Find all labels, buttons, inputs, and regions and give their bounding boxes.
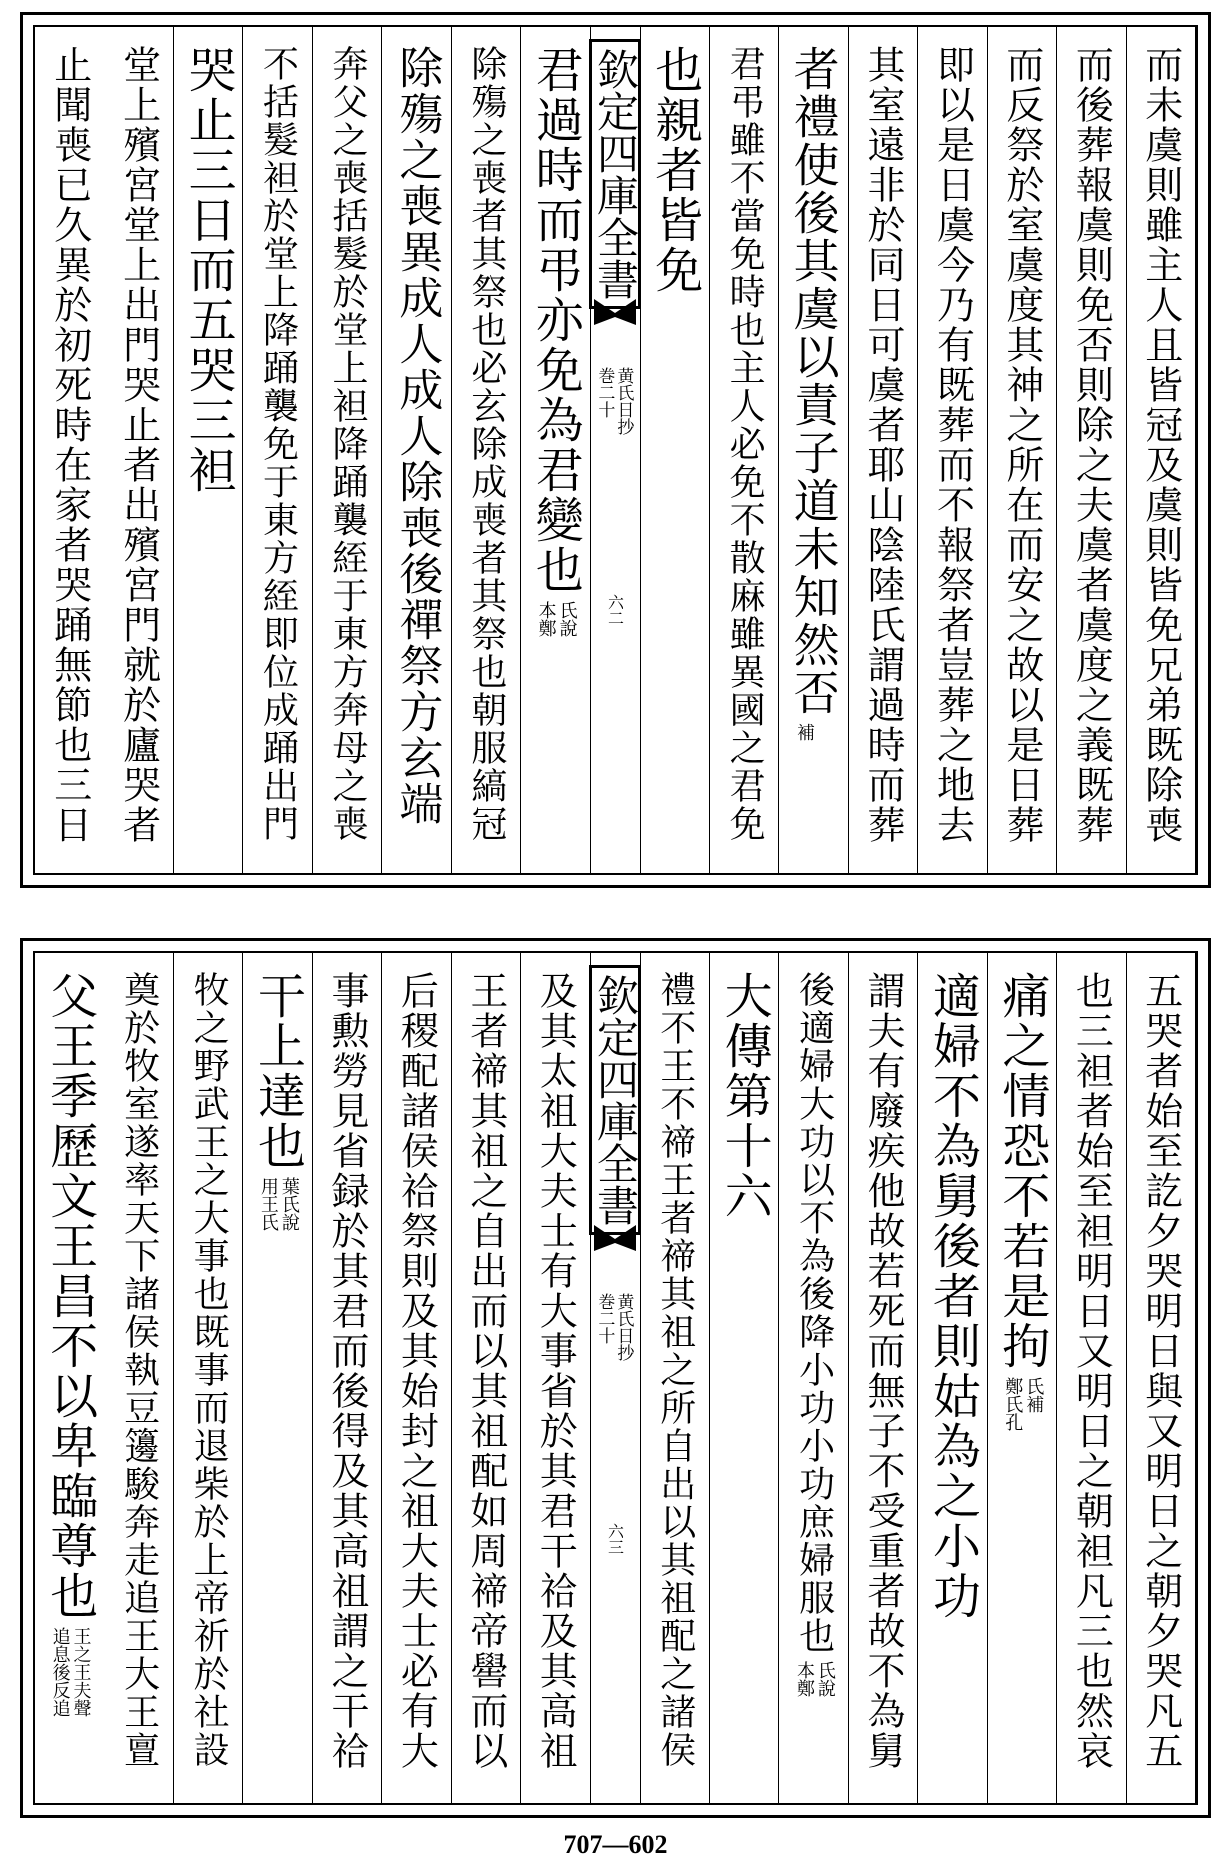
text-column: [382, 27, 451, 873]
text-column: [710, 953, 779, 1803]
note-line: 本鄭: [793, 1661, 815, 1697]
column-text: 痛之情恐不若是拘: [993, 971, 1050, 1371]
column-text: 適婦不為舅後者則姑為之小功: [924, 971, 981, 1621]
text-column: [521, 953, 590, 1803]
text-column: [174, 27, 243, 873]
note-line: 氏說: [814, 1661, 836, 1697]
text-column: [918, 953, 987, 1803]
bottom-page-frame: [33, 951, 1198, 1805]
text-column: [313, 953, 382, 1803]
column-text: 除殤之喪者其祭也必玄除成喪者其祭也朝服縞冠: [465, 45, 507, 843]
fishtail-mark-icon: [592, 1223, 638, 1253]
column-text: 干上達也: [249, 971, 306, 1171]
text-column: [641, 27, 710, 873]
text-column: [1057, 27, 1126, 873]
text-column: [104, 27, 173, 873]
column-text: 而後葬報虞則免否則除之夫虞者虞度之義既葬: [1069, 45, 1114, 845]
text-column: [779, 953, 848, 1803]
text-column: [313, 27, 382, 873]
book-title: 欽定四庫全書: [589, 965, 641, 1235]
top-page-frame: [33, 25, 1198, 875]
text-column: [35, 27, 104, 873]
note-line: 氏補: [1023, 1377, 1045, 1413]
column-text: 君過時而弔亦免為君變也: [527, 45, 584, 595]
column-text: 及其太祖大夫士有大事省於其君干祫及其高祖: [533, 971, 578, 1771]
note-line: 王之王夫聲: [70, 1627, 92, 1717]
page-code: 707—602: [563, 1830, 668, 1859]
source-label: 黄氏日抄: [613, 1293, 634, 1361]
bottom-page-panel: [20, 938, 1211, 1818]
column-text: 奠於牧室遂率天下諸侯執豆籩駿奔走追王大王亶: [118, 971, 160, 1769]
column-text: 五哭者始至訖夕哭明日與又明日之朝夕哭凡五: [1138, 971, 1183, 1771]
text-column: [382, 953, 451, 1803]
volume-label: 巻二十: [594, 367, 615, 418]
column-text: 不括髮袒於堂上降踊襲免于東方絰即位成踊出門: [257, 45, 299, 843]
note-line: 葉氏說: [278, 1177, 300, 1231]
volume-label: 巻二十: [594, 1293, 615, 1344]
column-text: 止聞喪已久異於初死時在家者哭踊無節也三日: [47, 45, 92, 845]
column-text: 哭止三日而五哭三袒: [180, 45, 237, 495]
text-column: [849, 953, 918, 1803]
fishtail-mark-icon: [592, 297, 638, 327]
commentary-note: [794, 723, 813, 741]
column-text: 也親者皆免: [646, 45, 703, 295]
text-column: [849, 27, 918, 873]
center-gutter: [591, 27, 641, 873]
text-column: [1057, 953, 1126, 1803]
column-text: 父王季歷文王昌不以卑臨尊也: [41, 971, 98, 1621]
folio-number: 六三: [605, 1522, 625, 1555]
text-column: [988, 953, 1057, 1803]
column-text: 謂夫有廢疾他故若死而無子不受重者故不為舅: [861, 971, 906, 1771]
column-text: 牧之野武王之大事也既事而退柴於上帝祈於社設: [188, 971, 230, 1769]
commentary-note: [536, 601, 576, 637]
column-text: 也三袒者始至袒明日又明日之朝袒凡三也然哀: [1069, 971, 1114, 1771]
note-line: 氏說: [556, 601, 578, 637]
column-text: 堂上殯宮堂上出門哭止者出殯宮門就於廬哭者: [116, 45, 161, 845]
text-column: [35, 953, 104, 1803]
text-column: [1127, 953, 1196, 1803]
text-column: [710, 27, 779, 873]
top-page-panel: [20, 12, 1211, 888]
note-line: 鄭氏孔: [1002, 1377, 1024, 1431]
text-column: [779, 27, 848, 873]
commentary-note: [258, 1177, 298, 1231]
text-column: [452, 27, 521, 873]
commentary-note: [50, 1627, 90, 1717]
text-column: [243, 953, 312, 1803]
note-line: 本鄭: [535, 601, 557, 637]
note-line: 追息後反追: [49, 1627, 71, 1717]
column-text: 而反祭於室虞度其神之所在而安之故以是日葬: [999, 45, 1044, 845]
center-gutter: [591, 953, 641, 1803]
column-text: 大傳第十六: [716, 971, 773, 1221]
source-label: 黄氏日抄: [613, 367, 634, 435]
column-text: 其室遠非於同日可虞者耶山陰陸氏謂過時而葬: [861, 45, 906, 845]
column-text: 事勲勞見省録於其君而後得及其高祖謂之干祫: [324, 971, 369, 1771]
column-text: 即以是日虞今乃有既葬而不報祭者豈葬之地去: [930, 45, 975, 845]
text-column: [988, 27, 1057, 873]
column-text: 者禮使後其虞以責子道未知然否: [786, 45, 841, 717]
column-text: 后稷配諸侯祫祭則及其始封之祖大夫士必有大: [394, 971, 439, 1771]
text-column: [452, 953, 521, 1803]
column-text: 禮不王不禘王者禘其祖之所自出以其祖配之諸侯: [654, 971, 696, 1769]
column-text: 後適婦大功以不為後降小功小功庶婦服也: [793, 971, 835, 1655]
column-text: 君弔雖不當免時也主人必免不散麻雖異國之君免: [724, 45, 766, 843]
text-column: [243, 27, 312, 873]
commentary-note: [794, 1661, 834, 1697]
text-column: [918, 27, 987, 873]
column-text: 而未虞則雖主人且皆冠及虞則皆免兄弟既除喪: [1138, 45, 1183, 845]
text-column: [1127, 27, 1196, 873]
commentary-note: [1002, 1377, 1045, 1431]
folio-number: 六二: [605, 593, 625, 626]
text-column: [174, 953, 243, 1803]
note-line: 補: [793, 723, 815, 741]
note-line: 用王氏: [257, 1177, 279, 1231]
book-title: 欽定四庫全書: [589, 39, 641, 309]
text-column: [641, 953, 710, 1803]
text-column: [521, 27, 590, 873]
text-column: [104, 953, 173, 1803]
column-text: 奔父之喪括髮於堂上袒降踊襲絰于東方奔母之喪: [326, 45, 368, 843]
column-text: 除殤之喪異成人成人除喪後禪祭方玄端: [391, 45, 443, 827]
column-text: 王者禘其祖之自出而以其祖配如周禘帝嚳而以: [463, 971, 508, 1771]
